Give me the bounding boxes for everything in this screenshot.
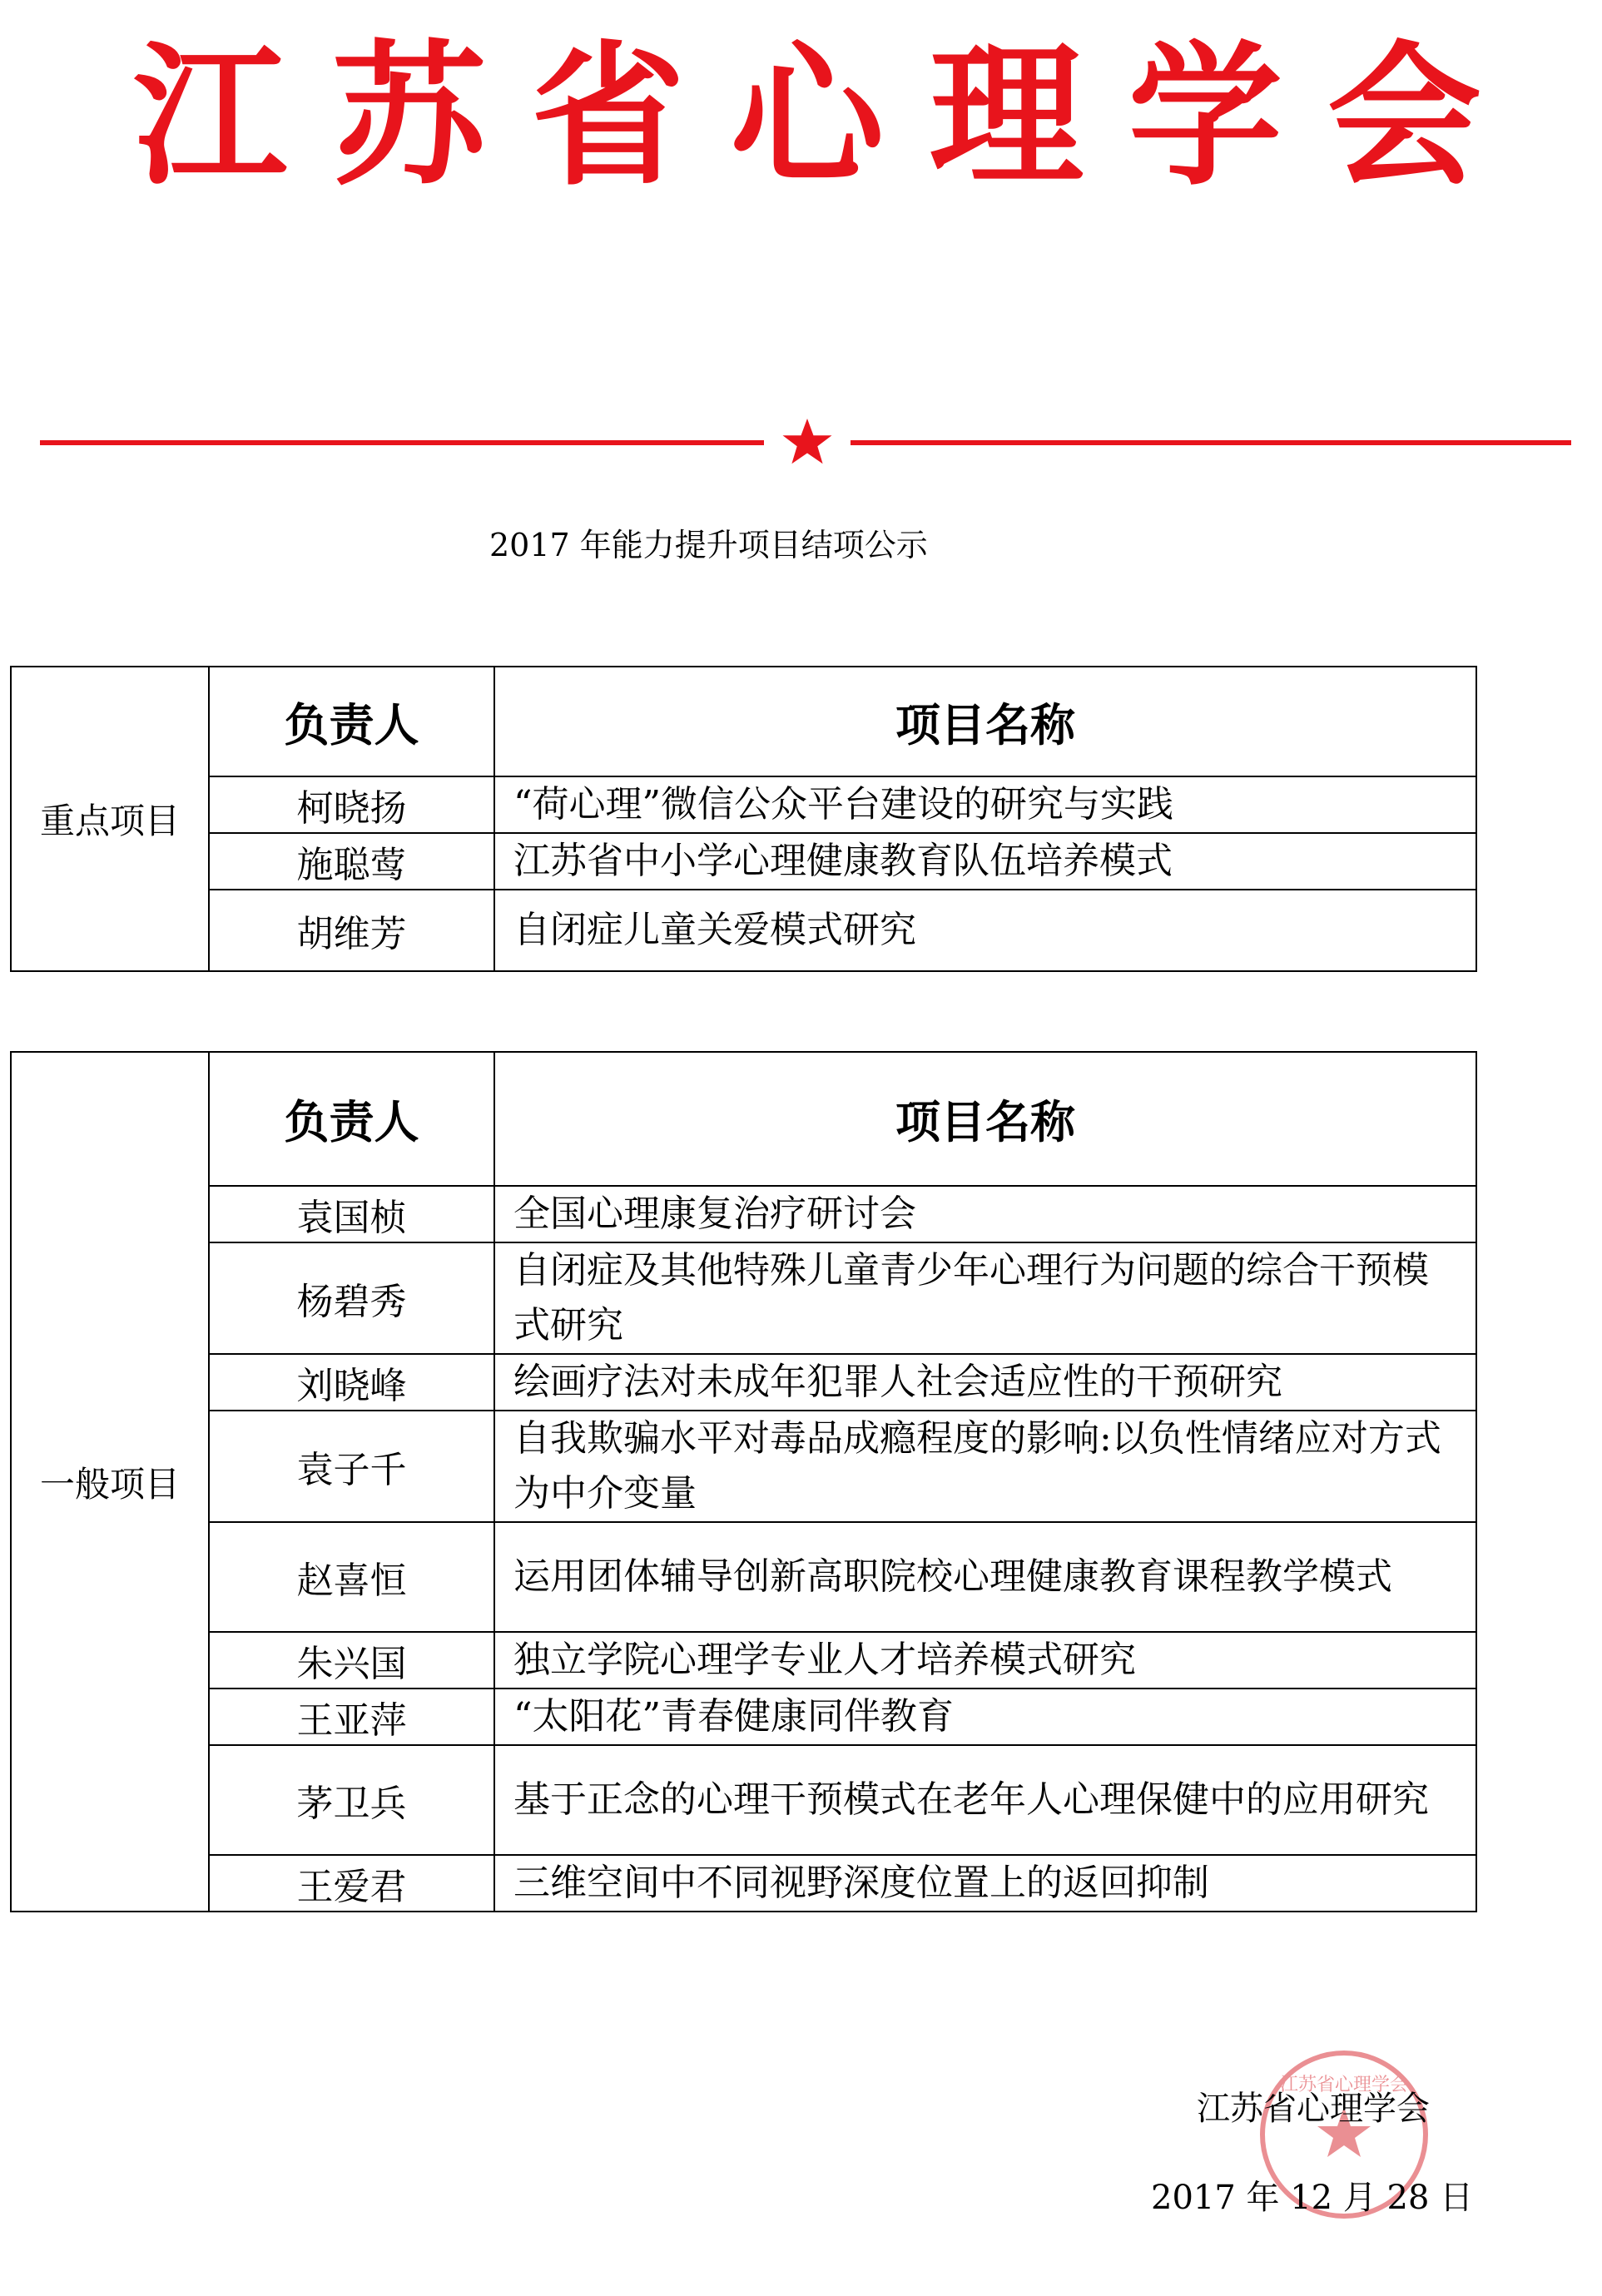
person-cell: 赵喜恒	[209, 1522, 494, 1632]
table-row	[11, 1745, 1476, 1855]
person-cell: 王爱君	[209, 1855, 494, 1912]
table-row	[11, 1689, 1476, 1745]
person-cell: 王亚萍	[209, 1689, 494, 1745]
letterhead-title	[133, 25, 1481, 208]
person-cell: 杨碧秀	[209, 1242, 494, 1354]
document-title: 2017 年能力提升项目结项公示	[489, 527, 928, 563]
person-cell: 茅卫兵	[209, 1745, 494, 1855]
project-cell: 绘画疗法对未成年犯罪人社会适应性的干预研究	[494, 1354, 1476, 1411]
red-divider-with-star	[40, 419, 1571, 469]
letterhead-char: 理	[929, 26, 1084, 206]
letterhead-char: 会	[1327, 26, 1481, 206]
letterhead-char: 省	[531, 26, 686, 206]
letterhead-char: 江	[133, 26, 287, 206]
key-projects-table	[10, 666, 1477, 972]
table-row	[11, 1411, 1476, 1522]
table-row	[11, 1354, 1476, 1411]
person-cell: 施聪莺	[209, 833, 494, 890]
project-cell: “太阳花”青春健康同伴教育	[494, 1689, 1476, 1745]
letterhead-char: 学	[1128, 26, 1282, 206]
red-divider-right-line	[851, 440, 1571, 445]
project-cell: 运用团体辅导创新高职院校心理健康教育课程教学模式	[494, 1522, 1476, 1632]
star-icon	[783, 419, 832, 464]
header-project: 项目名称	[494, 1052, 1476, 1186]
person-cell: 柯晓扬	[209, 776, 494, 833]
table-row	[11, 1242, 1476, 1354]
person-cell: 刘晓峰	[209, 1354, 494, 1411]
project-cell: 三维空间中不同视野深度位置上的返回抑制	[494, 1855, 1476, 1912]
table-row	[11, 1186, 1476, 1242]
signature-date: 2017 年 12 月 28 日	[1151, 2179, 1474, 2217]
project-cell: 江苏省中小学心理健康教育队伍培养模式	[494, 833, 1476, 890]
table-header-row	[11, 667, 1476, 776]
project-cell: 自我欺骗水平对毒品成瘾程度的影响:以负性情绪应对方式为中介变量	[494, 1411, 1476, 1522]
project-cell: 自闭症儿童关爱模式研究	[494, 890, 1476, 971]
category-label: 一般项目	[11, 1052, 209, 1912]
table-row	[11, 833, 1476, 890]
category-label: 重点项目	[11, 667, 209, 971]
header-person: 负责人	[209, 1052, 494, 1186]
project-cell: “荷心理”微信公众平台建设的研究与实践	[494, 776, 1476, 833]
table-row	[11, 776, 1476, 833]
table-header-row	[11, 1052, 1476, 1186]
signature-organization: 江苏省心理学会	[1197, 2090, 1430, 2128]
person-cell: 胡维芳	[209, 890, 494, 971]
project-cell: 全国心理康复治疗研讨会	[494, 1186, 1476, 1242]
seal-text: 江苏省心理学会	[1279, 2075, 1409, 2095]
table-row	[11, 1855, 1476, 1912]
table-row	[11, 1522, 1476, 1632]
project-cell: 独立学院心理学专业人才培养模式研究	[494, 1632, 1476, 1689]
red-divider-left-line	[40, 440, 764, 445]
header-person: 负责人	[209, 667, 494, 776]
header-project: 项目名称	[494, 667, 1476, 776]
project-cell: 自闭症及其他特殊儿童青少年心理行为问题的综合干预模式研究	[494, 1242, 1476, 1354]
person-cell: 袁子千	[209, 1411, 494, 1522]
table-row	[11, 1632, 1476, 1689]
table-row	[11, 890, 1476, 971]
general-projects-table	[10, 1051, 1477, 1912]
person-cell: 朱兴国	[209, 1632, 494, 1689]
letterhead-char: 苏	[332, 26, 487, 206]
project-cell: 基于正念的心理干预模式在老年人心理保健中的应用研究	[494, 1745, 1476, 1855]
person-cell: 袁国桢	[209, 1186, 494, 1242]
letterhead-char: 心	[730, 26, 885, 206]
